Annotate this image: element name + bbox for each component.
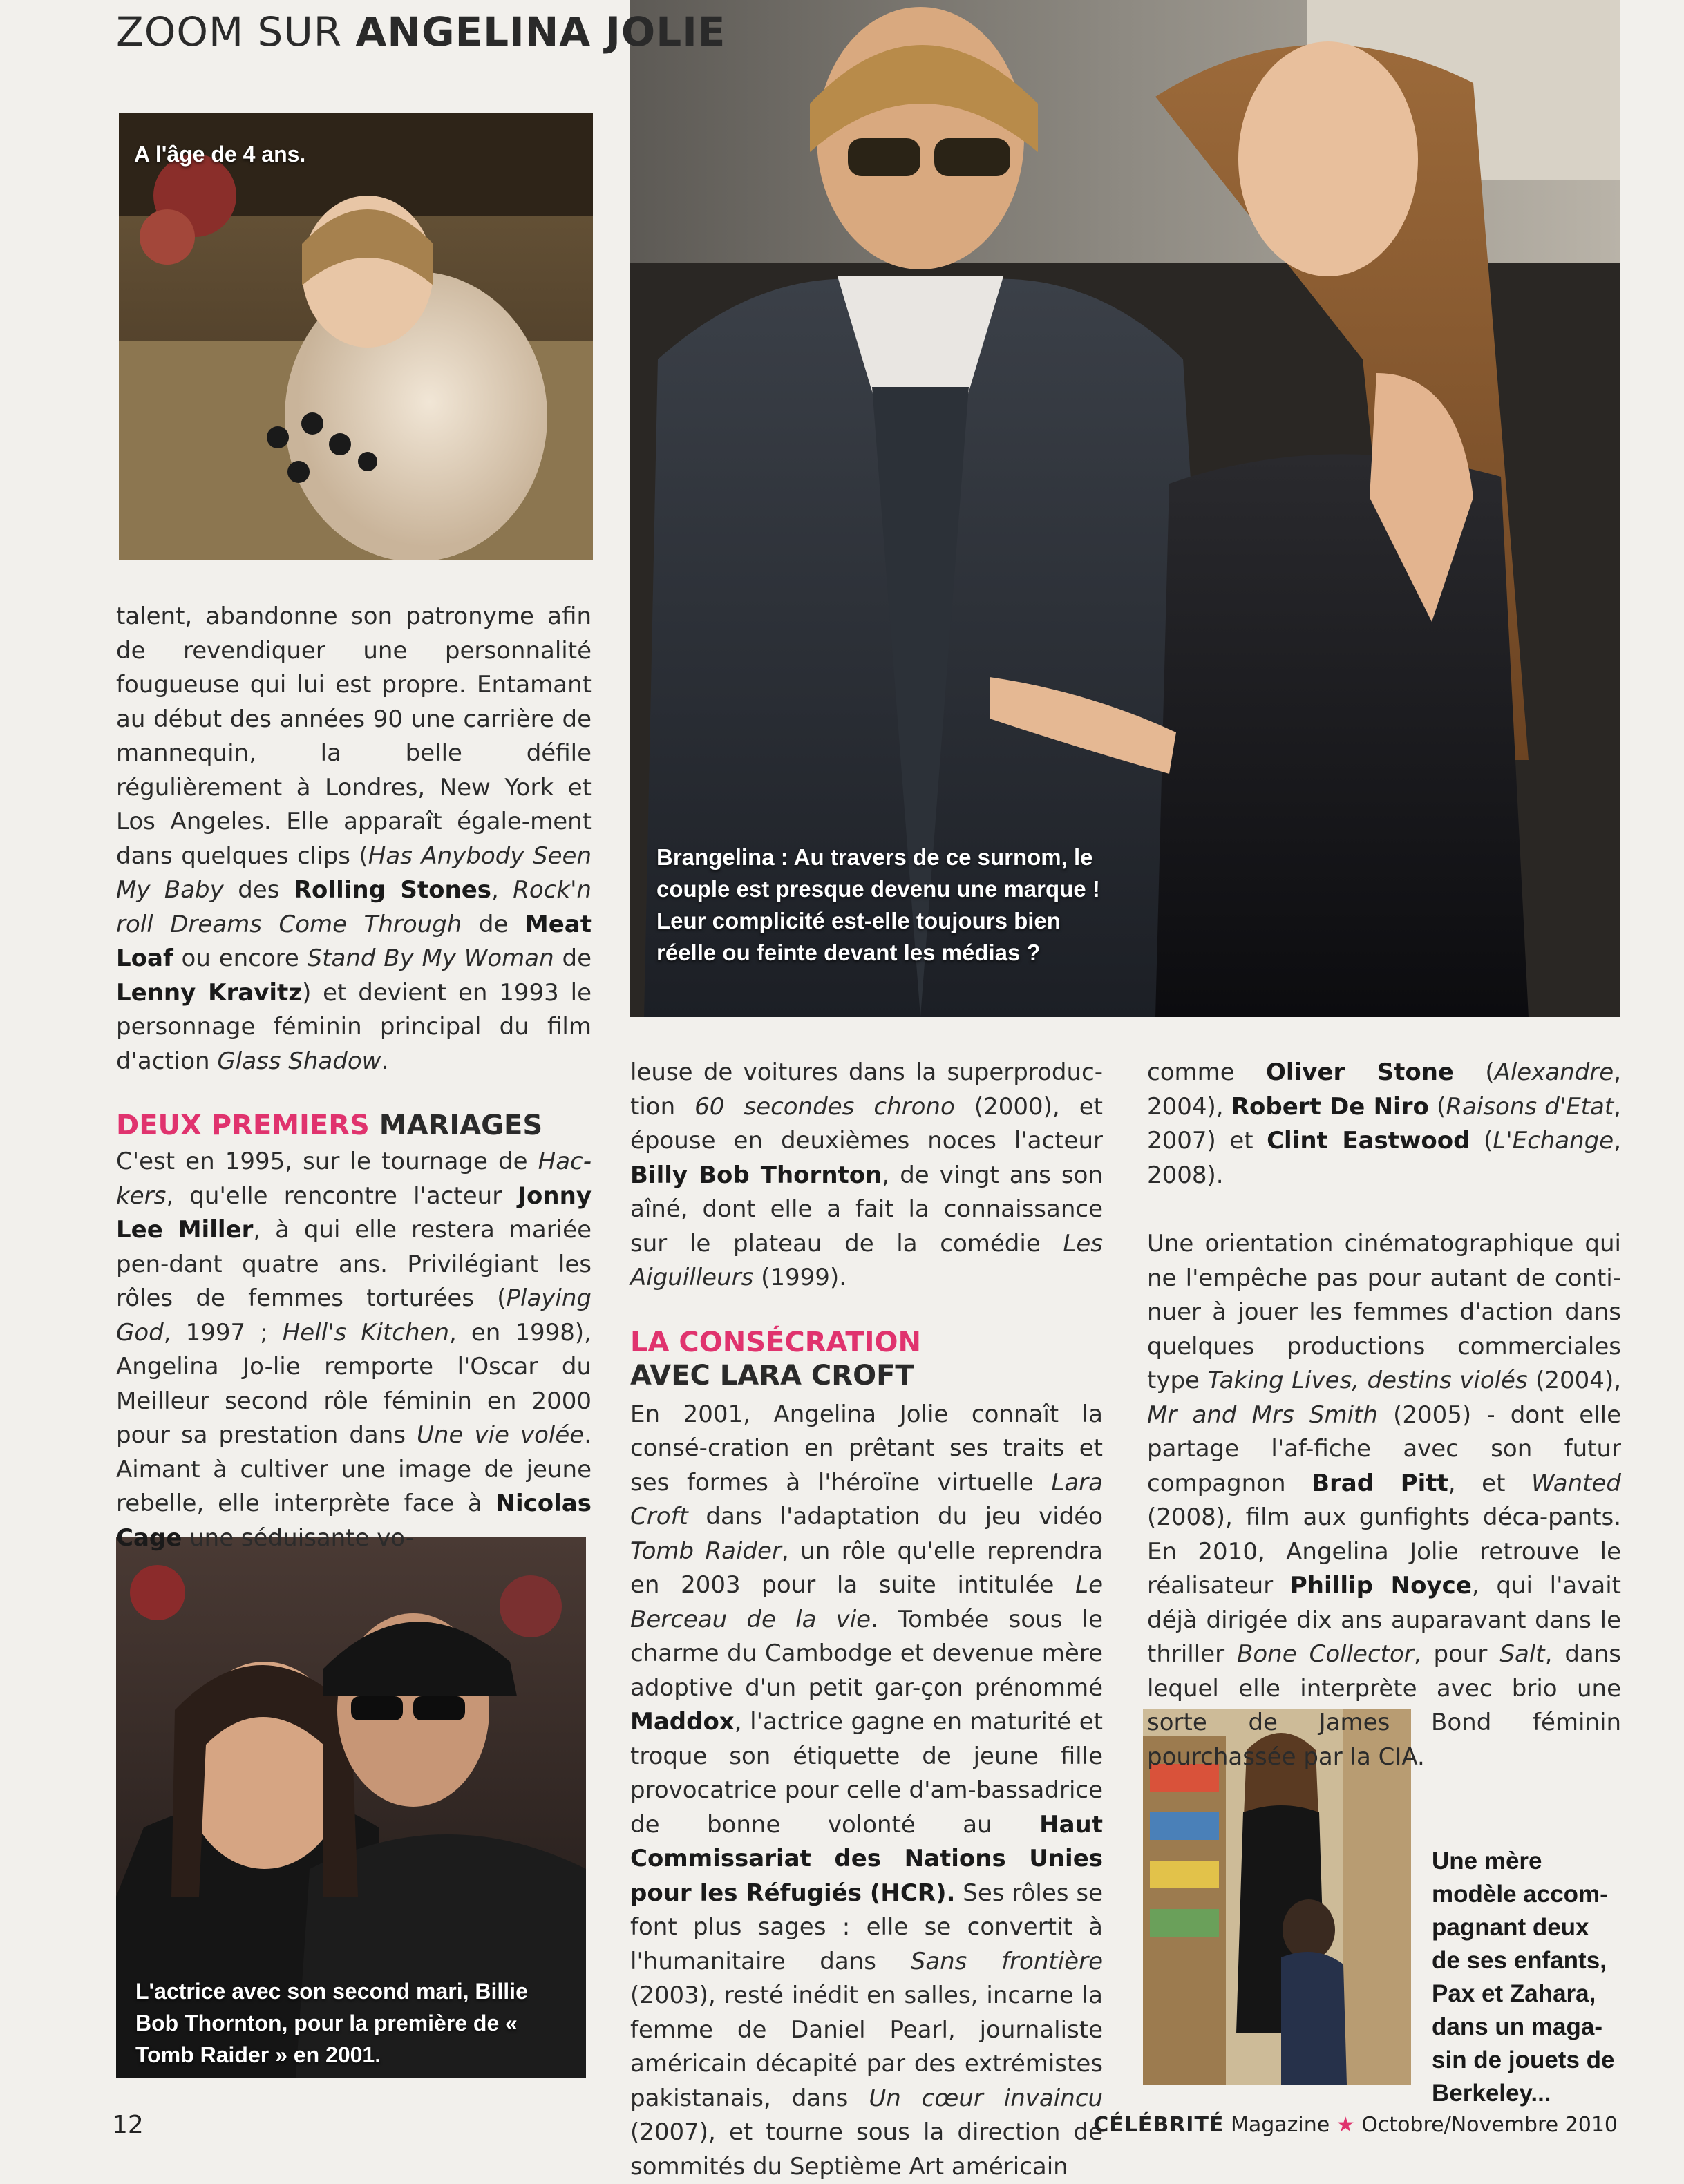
footer-issue [1093, 2113, 1618, 2137]
paragraph-second-marriage: leuse de voitures dans la superproduc-tion 60 secondes chrono (2000), et épouse en deuxièmes noces l'acteur Billy Bob Thornton, de vingt ans son aîné, dont elle a fait la connaissance sur le plateau de la comédie Les Aiguilleurs (1999). [630, 1056, 1103, 1295]
column-2 [630, 1056, 1103, 2184]
caption-billy-bob: L'actrice avec son second mari, Billie Bob Thornton, pour la première de « Tomb Raider » en 2001. [135, 1975, 564, 2071]
caption-childhood: A l'âge de 4 ans. [134, 142, 305, 167]
header-prefix: ZOOM SUR [116, 8, 356, 55]
column-3 [1147, 1056, 1621, 1774]
photo-childhood [119, 113, 593, 560]
header-name: ANGELINA JOLIE [356, 8, 726, 55]
page-number: 12 [112, 2111, 144, 2139]
footer-magazine: Magazine [1224, 2113, 1336, 2137]
footer-brand: CÉLÉBRITÉ [1093, 2113, 1224, 2137]
paragraph-action-roles: Une orientation cinématographique qui ne l'empêche pas pour autant de conti-nuer à jouer les femmes d'action dans quelques productions commerciales type Taking Lives, destins violés (2004), Mr and Mrs Smith (2005) - dont elle partage l'af-fiche avec son futur compagnon Brad Pitt, et Wanted (2008), film aux gunfights déca-pants. En 2010, Angelina Jolie retrouve le réalisateur Phillip Noyce, qui l'avait déjà dirigée dix ans auparavant dans le thriller Bone Collector, pour Salt, dans lequel elle interprète avec brio une sorte de James Bond féminin pourchassée par la CIA. [1147, 1227, 1621, 1774]
star-icon: ★ [1336, 2113, 1355, 2137]
caption-brangelina: Brangelina : Au travers de ce surnom, le couple est presque devenu une marque ! Leur complicité est-elle toujours bien réelle ou feinte devant les médias ? [656, 842, 1126, 969]
photo-childhood-image [119, 113, 593, 560]
photo-billy-bob [116, 1537, 586, 2078]
heading-consecration: LA CONSÉCRATION AVEC LARA CROFT [630, 1326, 1103, 1392]
paragraph-early-career: talent, abandonne son patronyme afin de revendiquer une personnalité fougueuse qui lui est propre. Entamant au début des années 90 une carrière de mannequin, la belle défile régulièrement à Londres, New York et Los Angeles. Elle apparaît égale-ment dans quelques clips (Has Anybody Seen My Baby des Rolling Stones, Rock'n roll Dreams Come Through de Meat Loaf ou encore Stand By My Woman de Lenny Kravitz) et devient en 1993 le personnage féminin principal du film d'action Glass Shadow. [116, 600, 592, 1079]
page-header [116, 8, 726, 55]
photo-brangelina [630, 0, 1620, 1017]
paragraph-marriages: C'est en 1995, sur le tournage de Hac-kers, qu'elle rencontre l'acteur Jonny Lee Miller, à qui elle restera mariée pen-dant quatre ans. Privilégiant les rôles de femmes torturées (Playing God, 1997 ; Hell's Kitchen, en 1998), Angelina Jo-lie remporte l'Oscar du Meilleur second rôle féminin en 2000 pour sa prestation dans Une vie volée. Aimant à cultiver une image de jeune rebelle, elle interprète face à Nicolas Cage une séduisante vo- [116, 1145, 592, 1555]
caption-mother: Une mère modèle accom-pagnant deux de ses enfants, Pax et Zahara, dans un maga-sin de jouets de Berkeley... [1432, 1845, 1618, 2110]
heading-marriages: DEUX PREMIERS MARIAGES [116, 1109, 592, 1142]
paragraph-directors: comme Oliver Stone (Alexandre, 2004), Robert De Niro (Raisons d'Etat, 2007) et Clint Eastwood (L'Echange, 2008). [1147, 1056, 1621, 1193]
paragraph-lara-croft: En 2001, Angelina Jolie connaît la consé-cration en prêtant ses traits et ses formes à l'héroïne virtuelle Lara Croft dans l'adaptation du jeu vidéo Tomb Raider, un rôle qu'elle reprendra en 2003 pour la suite intitulée Le Berceau de la vie. Tombée sous le charme du Cambodge et devenue mère adoptive d'un petit gar-çon prénommé Maddox, l'actrice gagne en maturité et troque son étiquette de jeune fille provocatrice pour celle d'am-bassadrice de bonne volonté au Haut Commissariat des Nations Unies pour les Réfugiés (HCR). Ses rôles se font plus sages : elle se convertit à l'humanitaire dans Sans frontière (2003), resté inédit en salles, incarne la femme de Daniel Pearl, journaliste américain décapité par des extrémistes pakistanais, dans Un cœur invaincu (2007), et tourne sous la direction de sommités du Septième Art américain [630, 1398, 1103, 2184]
column-1 [116, 600, 592, 1555]
footer-date: Octobre/Novembre 2010 [1355, 2113, 1618, 2137]
